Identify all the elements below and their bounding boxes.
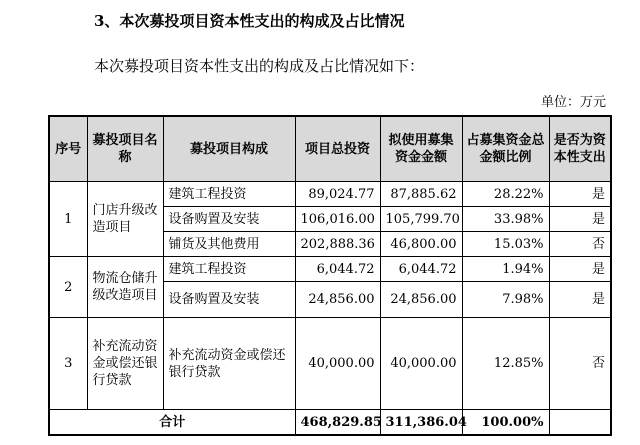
- row-item: 建筑工程投资: [163, 182, 295, 207]
- total-label: 合计: [49, 410, 295, 436]
- total-capex-empty: [549, 410, 611, 436]
- total-investment: 468,829.85: [295, 410, 380, 436]
- table-row: [49, 318, 611, 410]
- row-item: 补充流动资金或偿还银行贷款: [163, 318, 295, 410]
- row-total: 202,888.36: [295, 232, 380, 257]
- row-ratio: 7.98%: [462, 282, 549, 318]
- row-capex: 是: [549, 182, 611, 207]
- row-item: 设备购置及安装: [163, 282, 295, 318]
- row-total: 89,024.77: [295, 182, 380, 207]
- capex-table: [48, 115, 612, 436]
- row-raised: 46,800.00: [380, 232, 462, 257]
- row-item: 建筑工程投资: [163, 257, 295, 282]
- row-raised: 24,856.00: [380, 282, 462, 318]
- table-row: [49, 182, 611, 207]
- row-project-name: 补充流动资金或偿还银行贷款: [87, 318, 163, 410]
- header-composition: 募投项目构成: [163, 116, 295, 182]
- row-capex: 否: [549, 318, 611, 410]
- row-seq: 3: [49, 318, 87, 410]
- row-item: 铺货及其他费用: [163, 232, 295, 257]
- row-total: 40,000.00: [295, 318, 380, 410]
- total-row: [49, 410, 611, 436]
- row-ratio: 1.94%: [462, 257, 549, 282]
- row-raised: 6,044.72: [380, 257, 462, 282]
- row-seq: 1: [49, 182, 87, 257]
- row-ratio: 28.22%: [462, 182, 549, 207]
- row-total: 6,044.72: [295, 257, 380, 282]
- section-heading: 3、本次募投项目资本性支出的构成及占比情况: [94, 12, 405, 30]
- row-raised: 105,799.70: [380, 207, 462, 232]
- row-ratio: 15.03%: [462, 232, 549, 257]
- header-total-investment: 项目总投资: [295, 116, 380, 182]
- total-raised: 311,386.04: [380, 410, 462, 436]
- row-capex: 是: [549, 257, 611, 282]
- header-project-name: 募投项目名称: [87, 116, 163, 182]
- row-total: 106,016.00: [295, 207, 380, 232]
- header-seq: 序号: [49, 116, 87, 182]
- row-raised: 87,885.62: [380, 182, 462, 207]
- table-row: [49, 257, 611, 282]
- row-project-name: 物流仓储升级改造项目: [87, 257, 163, 318]
- row-project-name: 门店升级改造项目: [87, 182, 163, 257]
- total-ratio: 100.00%: [462, 410, 549, 436]
- intro-paragraph: 本次募投项目资本性支出的构成及占比情况如下：: [94, 57, 425, 75]
- row-ratio: 33.98%: [462, 207, 549, 232]
- row-capex: 是: [549, 282, 611, 318]
- row-item: 设备购置及安装: [163, 207, 295, 232]
- header-capex: 是否为资本性支出: [549, 116, 611, 182]
- row-seq: 2: [49, 257, 87, 318]
- row-total: 24,856.00: [295, 282, 380, 318]
- table-header-row: [49, 116, 611, 182]
- row-capex: 是: [549, 207, 611, 232]
- unit-label: 单位：万元: [540, 95, 606, 110]
- row-capex: 否: [549, 232, 611, 257]
- header-ratio: 占募集资金总金额比例: [462, 116, 549, 182]
- header-raised-funds: 拟使用募集资金金额: [380, 116, 462, 182]
- row-ratio: 12.85%: [462, 318, 549, 410]
- row-raised: 40,000.00: [380, 318, 462, 410]
